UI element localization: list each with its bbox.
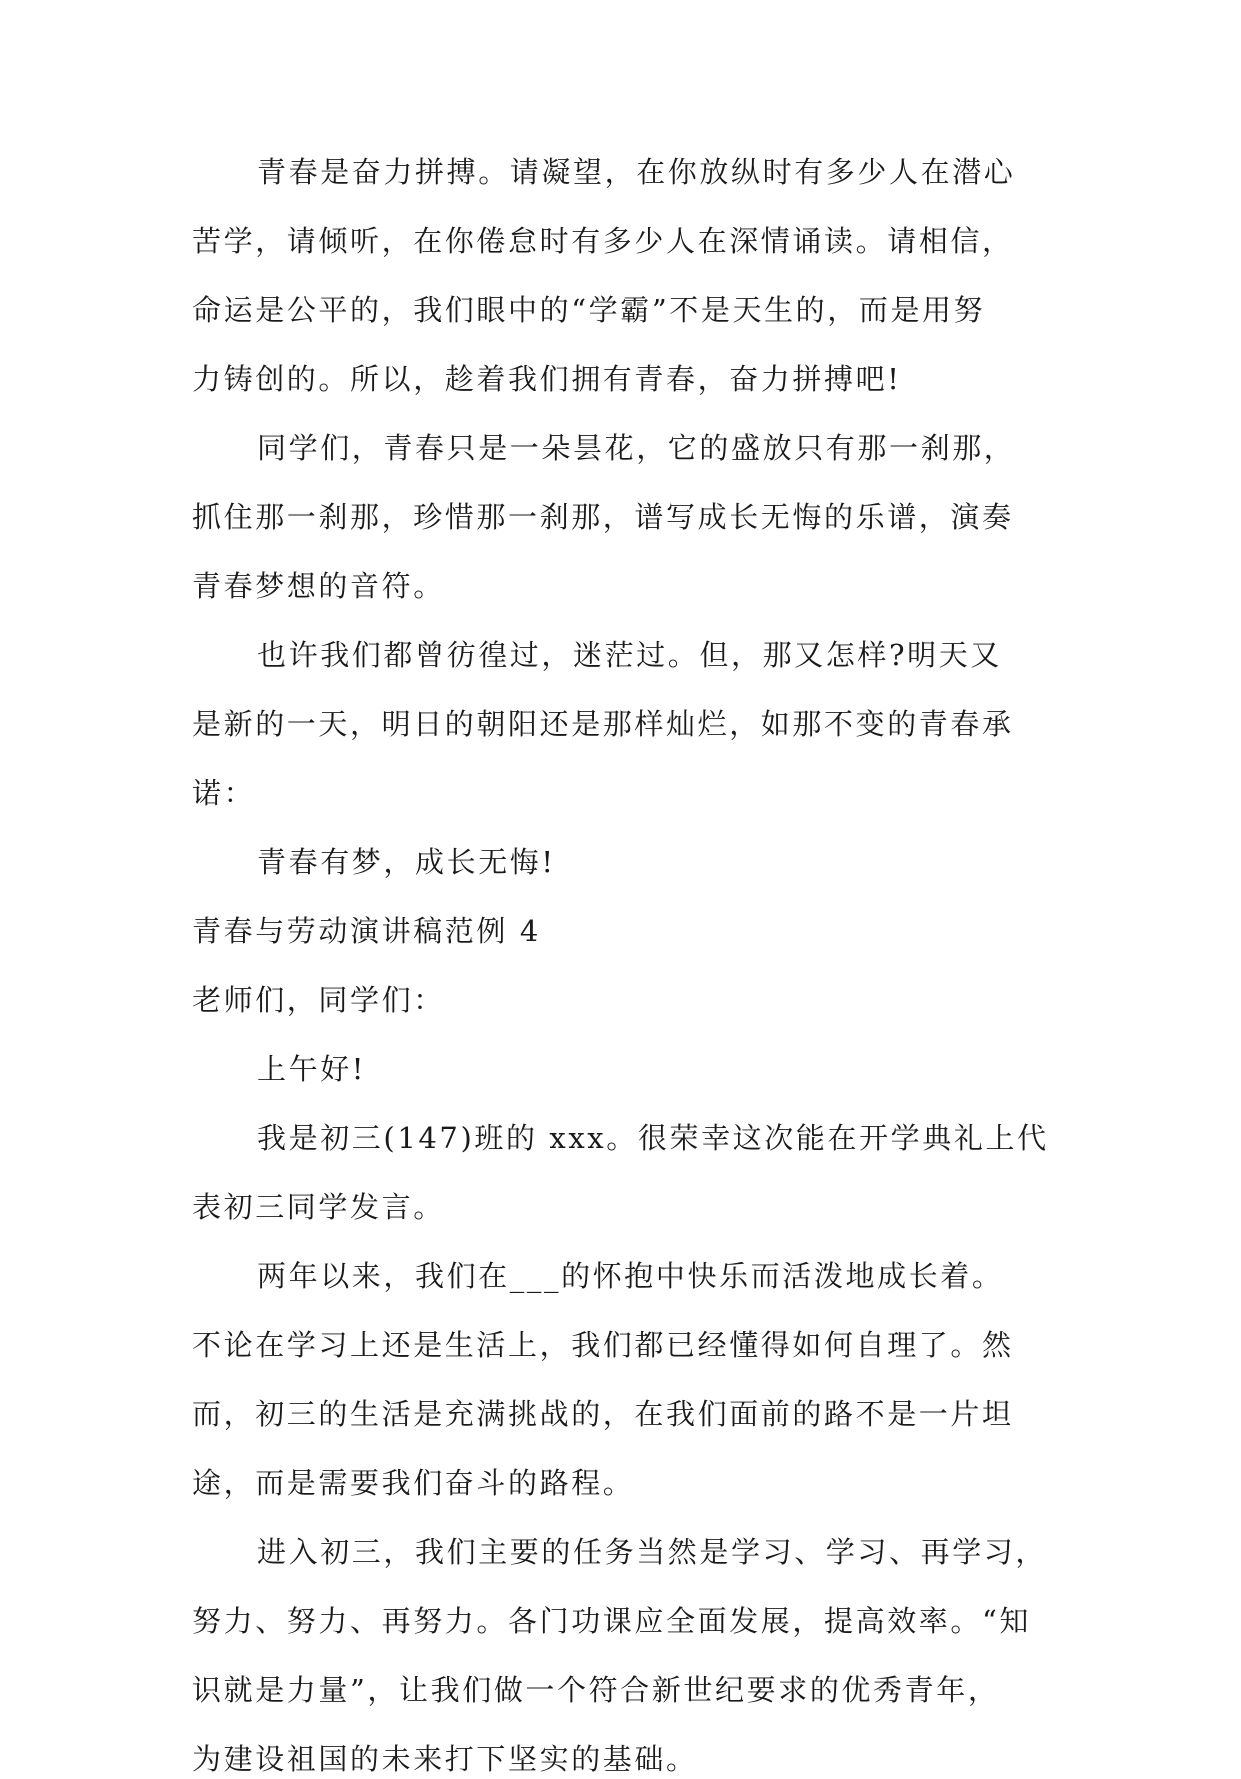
greeting-line: 上午好! <box>257 1052 367 1086</box>
paragraph-line: 两年以来，我们在___的怀抱中快乐而活泼地成长着。 <box>257 1259 1004 1293</box>
section-title: 青春与劳动演讲稿范例 4 <box>192 914 541 948</box>
paragraph-line: 抓住那一刹那，珍惜那一刹那，谱写成长无悔的乐谱，演奏 <box>192 500 1014 534</box>
paragraph-line: 不论在学习上还是生活上，我们都已经懂得如何自理了。然 <box>192 1328 1014 1362</box>
paragraph-line: 努力、努力、再努力。各门功课应全面发展，提高效率。“知 <box>192 1604 1032 1638</box>
paragraph-line: 青春梦想的音符。 <box>192 569 445 603</box>
paragraph-line: 力铸创的。所以，趁着我们拥有青春，奋力拼搏吧! <box>192 362 902 396</box>
paragraph-5 <box>192 1118 1072 1227</box>
paragraph-line: 也许我们都曾彷徨过，迷茫过。但，那又怎样?明天又 <box>257 638 1002 672</box>
paragraph-line: 青春是奋力拼搏。请凝望，在你放纵时有多少人在潜心 <box>257 155 1016 189</box>
section-heading <box>192 911 1072 951</box>
paragraph-3 <box>192 635 1072 813</box>
salutation <box>192 980 1072 1020</box>
paragraph-line: 命运是公平的，我们眼中的“学霸”不是天生的，而是用努 <box>192 293 986 327</box>
salutation-line: 老师们，同学们： <box>192 983 445 1017</box>
paragraph-line: 苦学，请倾听，在你倦怠时有多少人在深情诵读。请相信， <box>192 224 1014 258</box>
paragraph-2 <box>192 428 1072 606</box>
paragraph-line: 是新的一天，明日的朝阳还是那样灿烂，如那不变的青春承 <box>192 707 1014 741</box>
paragraph-line: 表初三同学发言。 <box>192 1190 445 1224</box>
paragraph-line: 为建设祖国的未来打下坚实的基础。 <box>192 1742 698 1776</box>
paragraph-line: 识就是力量”，让我们做一个符合新世纪要求的优秀青年， <box>192 1673 1000 1707</box>
paragraph-line: 诺： <box>192 776 256 810</box>
paragraph-7 <box>192 1532 1072 1779</box>
paragraph-4 <box>192 842 1072 882</box>
paragraph-6 <box>192 1256 1072 1503</box>
greeting <box>192 1049 1072 1089</box>
paragraph-line: 同学们，青春只是一朵昙花，它的盛放只有那一刹那， <box>257 431 1016 465</box>
paragraph-line: 我是初三(147)班的 xxx。很荣幸这次能在开学典礼上代 <box>257 1121 1049 1155</box>
paragraph-line: 进入初三，我们主要的任务当然是学习、学习、再学习， <box>257 1535 1048 1569</box>
paragraph-1 <box>192 152 1072 399</box>
document-body <box>192 152 1072 1779</box>
paragraph-line: 青春有梦，成长无悔! <box>257 845 556 879</box>
paragraph-line: 途，而是需要我们奋斗的路程。 <box>192 1466 635 1500</box>
paragraph-line: 而，初三的生活是充满挑战的，在我们面前的路不是一片坦 <box>192 1397 1014 1431</box>
